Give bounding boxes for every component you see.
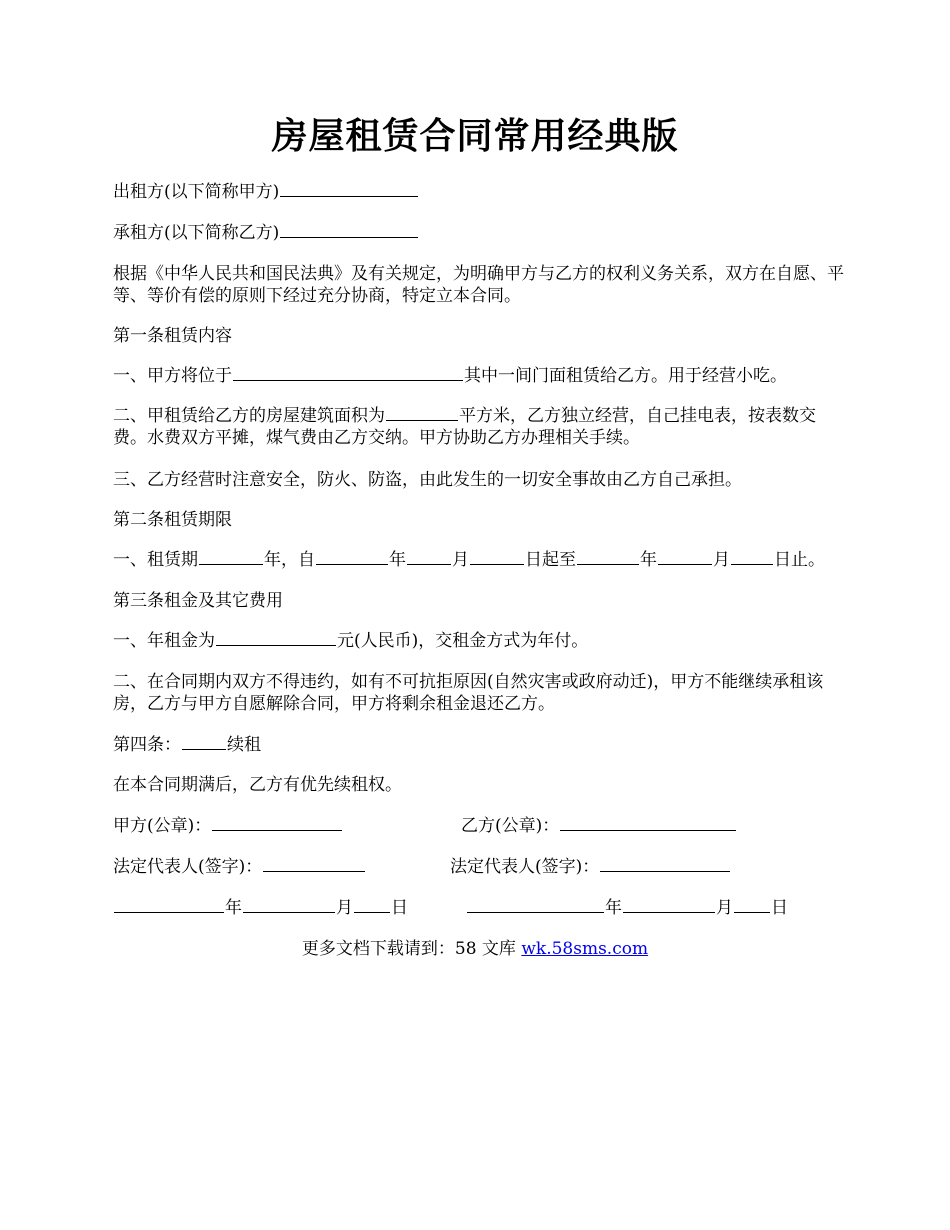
start-day-blank[interactable] (470, 549, 524, 565)
a1-item1-prefix: 一、甲方将位于 (113, 366, 232, 386)
location-blank[interactable] (233, 365, 463, 381)
a1-item2-suffix: 平方米，乙方独立经营，自己挂电表，按表数交费。水费双方平摊，煤气费由乙方交纳。甲方协助乙方办理相关手续。 (113, 406, 816, 448)
party-b-day-blank[interactable] (734, 897, 770, 913)
article1-item3: 三、乙方经营时注意安全，防火、防盗，由此发生的一切安全事故由乙方自己承担。 (113, 470, 742, 490)
party-b-year-blank[interactable] (467, 897, 604, 913)
lessee-line (113, 222, 419, 244)
party-a-day-unit: 日 (391, 898, 408, 918)
lessor-line (113, 181, 419, 203)
start-day-unit: 日起至 (525, 550, 576, 570)
party-b-rep-blank[interactable] (600, 856, 730, 872)
document-title: 房屋租赁合同常用经典版 (271, 115, 679, 157)
party-b-year-unit: 年 (605, 898, 622, 918)
party-b-date-line (466, 897, 788, 919)
a1-item1-suffix: 其中一间门面租赁给乙方。用于经营小吃。 (464, 366, 787, 386)
article4-line (113, 734, 261, 756)
article4-prefix: 第四条： (113, 735, 181, 755)
footer-text: 更多文档下载请到：58 文库 (301, 939, 522, 959)
renewal-text: 在本合同期满后，乙方有优先续租权。 (113, 775, 402, 795)
party-b-rep-line (450, 856, 731, 878)
party-b-month-unit: 月 (716, 898, 733, 918)
start-year-unit: 年 (389, 550, 406, 570)
a3-item1-suffix: 元(人民币)，交租金方式为年付。 (337, 631, 589, 651)
lease-from-label: 年，自 (264, 550, 315, 570)
footer-link[interactable]: wk.58sms.com (521, 939, 649, 959)
end-day-unit: 日止。 (774, 550, 825, 570)
article1-item2 (113, 405, 848, 449)
article1-item1 (113, 365, 787, 387)
article1-title: 第一条租赁内容 (113, 326, 232, 346)
area-blank[interactable] (386, 405, 458, 421)
rent-amount-blank[interactable] (216, 630, 336, 646)
article2-title: 第二条租赁期限 (113, 510, 232, 530)
start-year-blank[interactable] (316, 549, 388, 565)
party-a-rep-blank[interactable] (263, 856, 365, 872)
party-a-year-blank[interactable] (114, 897, 224, 913)
lessee-blank[interactable] (280, 222, 418, 238)
party-a-day-blank[interactable] (354, 897, 390, 913)
article2-item1 (113, 549, 825, 571)
article4-blank[interactable] (182, 734, 226, 750)
party-a-month-blank[interactable] (243, 897, 335, 913)
party-b-seal-blank[interactable] (560, 815, 736, 831)
article3-item2: 二、在合同期内双方不得违约，如有不可抗拒原因(自然灾害或政府动迁)，甲方不能继续承租该房，乙方与甲方自愿解除合同，甲方将剩余租金退还乙方。 (113, 672, 824, 714)
lessor-blank[interactable] (280, 181, 418, 197)
party-a-date-line (113, 897, 408, 919)
party-b-seal-line (461, 815, 737, 837)
party-b-rep-label: 法定代表人(签字)： (450, 857, 600, 877)
a3-item1-prefix: 一、年租金为 (113, 631, 215, 651)
footer (0, 938, 950, 960)
party-a-seal-label: 甲方(公章)： (113, 816, 212, 836)
lessee-label: 承租方(以下简称乙方) (113, 223, 280, 243)
party-b-seal-label: 乙方(公章)： (461, 816, 560, 836)
end-month-blank[interactable] (658, 549, 712, 565)
article3-title: 第三条租金及其它费用 (113, 591, 283, 611)
start-month-blank[interactable] (407, 549, 451, 565)
party-a-rep-line (113, 856, 366, 878)
party-a-year-unit: 年 (225, 898, 242, 918)
lessor-label: 出租方(以下简称甲方) (113, 182, 280, 202)
party-b-day-unit: 日 (771, 898, 788, 918)
party-a-seal-blank[interactable] (212, 815, 342, 831)
article3-item1 (113, 630, 588, 652)
party-a-rep-label: 法定代表人(签字)： (113, 857, 263, 877)
start-month-unit: 月 (452, 550, 469, 570)
end-month-unit: 月 (713, 550, 730, 570)
lease-years-blank[interactable] (199, 549, 263, 565)
party-b-month-blank[interactable] (623, 897, 715, 913)
a1-item2-prefix: 二、甲租赁给乙方的房屋建筑面积为 (113, 406, 385, 426)
article4-suffix: 续租 (227, 735, 261, 755)
party-a-seal-line (113, 815, 343, 837)
preamble: 根据《中华人民共和国民法典》及有关规定，为明确甲方与乙方的权利义务关系，双方在自愿、平等、等价有偿的原则下经过充分协商，特定立本合同。 (113, 264, 844, 306)
end-year-unit: 年 (640, 550, 657, 570)
lease-term-label: 一、租赁期 (113, 550, 198, 570)
party-a-month-unit: 月 (336, 898, 353, 918)
end-day-blank[interactable] (731, 549, 773, 565)
end-year-blank[interactable] (577, 549, 639, 565)
